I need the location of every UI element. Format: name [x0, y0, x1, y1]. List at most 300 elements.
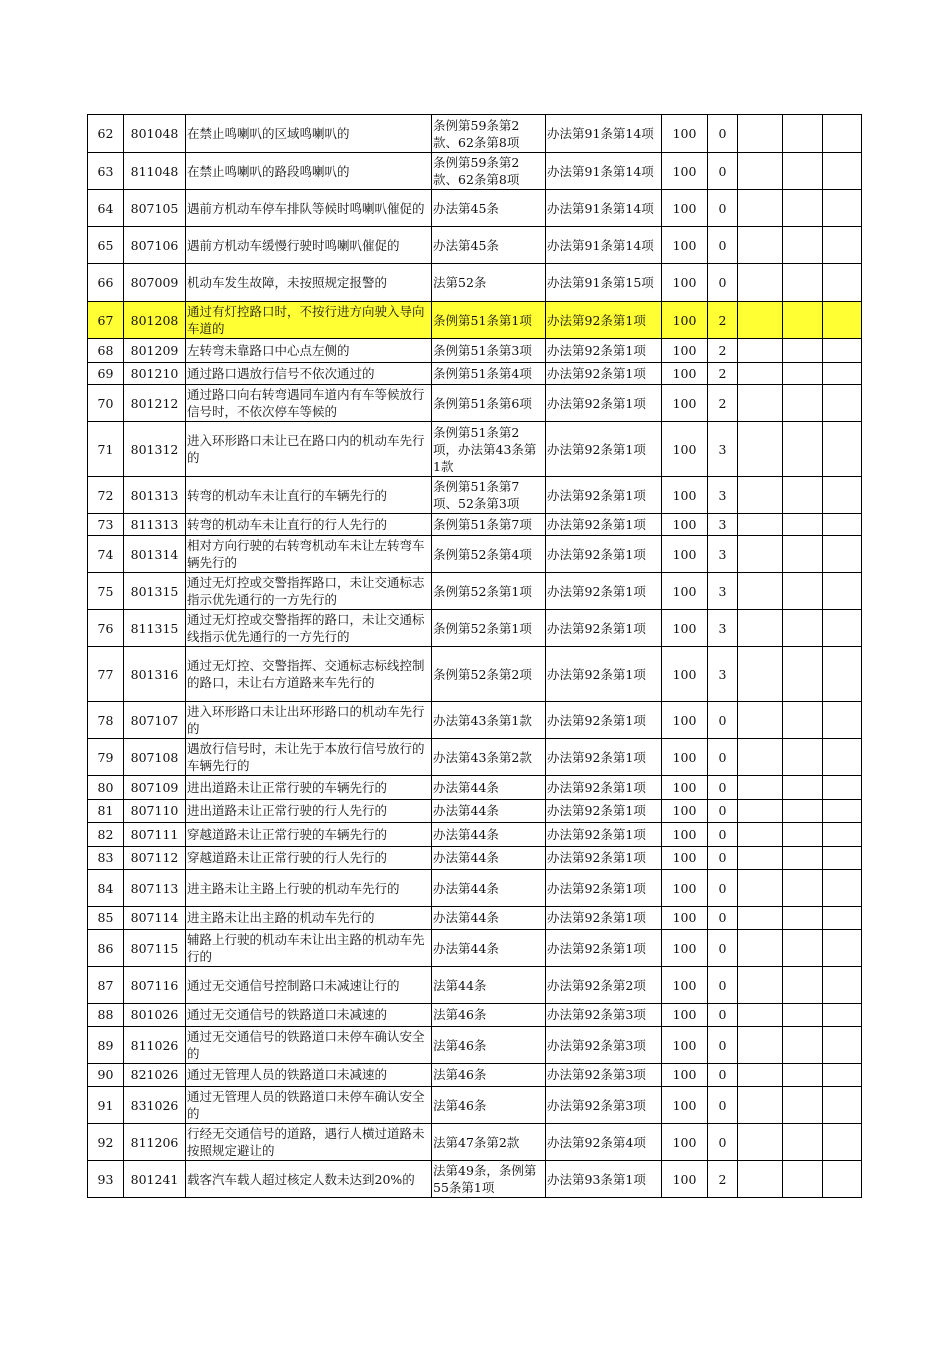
legal-basis-cell: 办法第43条第1款: [432, 702, 546, 739]
fine-amount-cell: 100: [662, 422, 708, 477]
fine-amount-cell: 100: [662, 702, 708, 739]
blank-cell-2: [783, 967, 823, 1004]
blank-cell-3: [823, 115, 862, 153]
row-number-cell: 85: [88, 907, 124, 930]
penalty-points-cell: 3: [708, 422, 738, 477]
row-number-cell: 82: [88, 823, 124, 847]
legal-basis-cell: 办法第44条: [432, 776, 546, 800]
blank-cell-1: [738, 153, 783, 190]
violation-code-cell: 807113: [124, 870, 186, 907]
blank-cell-1: [738, 1004, 783, 1027]
penalty-basis-cell: 办法第92条第2项: [546, 967, 662, 1004]
table-row: [88, 647, 862, 702]
violation-code-cell: 811206: [124, 1124, 186, 1161]
violation-code-cell: 807114: [124, 907, 186, 930]
blank-cell-1: [738, 385, 783, 422]
table-row: [88, 610, 862, 647]
penalty-points-cell: 0: [708, 776, 738, 800]
blank-cell-3: [823, 610, 862, 647]
penalty-basis-cell: 办法第92条第3项: [546, 1064, 662, 1087]
penalty-points-cell: 0: [708, 1124, 738, 1161]
blank-cell-1: [738, 1161, 783, 1198]
fine-amount-cell: 100: [662, 1161, 708, 1198]
violation-description-cell: 在禁止鸣喇叭的区域鸣喇叭的: [186, 115, 432, 153]
violation-description-cell: 通过无管理人员的铁路道口未减速的: [186, 1064, 432, 1087]
row-number-cell: 81: [88, 800, 124, 823]
fine-amount-cell: 100: [662, 967, 708, 1004]
violation-code-cell: 807115: [124, 930, 186, 967]
blank-cell-1: [738, 363, 783, 385]
blank-cell-2: [783, 573, 823, 610]
blank-cell-3: [823, 870, 862, 907]
fine-amount-cell: 100: [662, 1124, 708, 1161]
violation-code-cell: 801241: [124, 1161, 186, 1198]
row-number-cell: 64: [88, 190, 124, 227]
violation-description-cell: 遇放行信号时，未让先于本放行信号放行的车辆先行的: [186, 739, 432, 776]
blank-cell-3: [823, 907, 862, 930]
penalty-basis-cell: 办法第92条第1项: [546, 536, 662, 573]
penalty-basis-cell: 办法第91条第14项: [546, 190, 662, 227]
violation-table: [87, 114, 862, 1198]
blank-cell-2: [783, 477, 823, 514]
blank-cell-1: [738, 573, 783, 610]
violation-code-cell: 807109: [124, 776, 186, 800]
row-number-cell: 91: [88, 1087, 124, 1124]
legal-basis-cell: 条例第51条第3项: [432, 339, 546, 363]
violation-description-cell: 通过路口遇放行信号不依次通过的: [186, 363, 432, 385]
violation-code-cell: 807105: [124, 190, 186, 227]
violation-code-cell: 811315: [124, 610, 186, 647]
violation-description-cell: 辅路上行驶的机动车未让出主路的机动车先行的: [186, 930, 432, 967]
violation-description-cell: 进出道路未让正常行驶的行人先行的: [186, 800, 432, 823]
blank-cell-1: [738, 264, 783, 302]
fine-amount-cell: 100: [662, 363, 708, 385]
blank-cell-3: [823, 1004, 862, 1027]
blank-cell-3: [823, 1124, 862, 1161]
penalty-basis-cell: 办法第92条第3项: [546, 1027, 662, 1064]
violation-description-cell: 遇前方机动车缓慢行驶时鸣喇叭催促的: [186, 227, 432, 264]
penalty-basis-cell: 办法第92条第3项: [546, 1004, 662, 1027]
row-number-cell: 71: [88, 422, 124, 477]
table-row: [88, 153, 862, 190]
violation-code-cell: 807112: [124, 847, 186, 870]
row-number-cell: 67: [88, 302, 124, 339]
violation-code-cell: 801026: [124, 1004, 186, 1027]
fine-amount-cell: 100: [662, 930, 708, 967]
table-row: [88, 1124, 862, 1161]
legal-basis-cell: 条例第52条第4项: [432, 536, 546, 573]
penalty-basis-cell: 办法第92条第4项: [546, 1124, 662, 1161]
blank-cell-3: [823, 385, 862, 422]
penalty-basis-cell: 办法第92条第1项: [546, 573, 662, 610]
table-row: [88, 264, 862, 302]
violation-code-cell: 801313: [124, 477, 186, 514]
legal-basis-cell: 条例第51条第4项: [432, 363, 546, 385]
table-row: [88, 1027, 862, 1064]
blank-cell-3: [823, 800, 862, 823]
blank-cell-2: [783, 363, 823, 385]
legal-basis-cell: 办法第44条: [432, 870, 546, 907]
table-row: [88, 907, 862, 930]
violation-code-cell: 801316: [124, 647, 186, 702]
penalty-points-cell: 2: [708, 339, 738, 363]
blank-cell-3: [823, 153, 862, 190]
legal-basis-cell: 法第49条，条例第55条第1项: [432, 1161, 546, 1198]
violation-code-cell: 801314: [124, 536, 186, 573]
blank-cell-3: [823, 573, 862, 610]
blank-cell-3: [823, 647, 862, 702]
legal-basis-cell: 办法第44条: [432, 907, 546, 930]
blank-cell-3: [823, 930, 862, 967]
violation-code-cell: 831026: [124, 1087, 186, 1124]
violation-description-cell: 通过无灯控或交警指挥的路口，未让交通标线指示优先通行的一方先行的: [186, 610, 432, 647]
violation-description-cell: 左转弯未靠路口中心点左侧的: [186, 339, 432, 363]
fine-amount-cell: 100: [662, 1064, 708, 1087]
row-number-cell: 63: [88, 153, 124, 190]
penalty-points-cell: 2: [708, 385, 738, 422]
violation-description-cell: 遇前方机动车停车排队等候时鸣喇叭催促的: [186, 190, 432, 227]
row-number-cell: 62: [88, 115, 124, 153]
penalty-basis-cell: 办法第92条第1项: [546, 800, 662, 823]
penalty-points-cell: 2: [708, 1161, 738, 1198]
legal-basis-cell: 法第47条第2款: [432, 1124, 546, 1161]
violation-description-cell: 机动车发生故障，未按照规定报警的: [186, 264, 432, 302]
blank-cell-2: [783, 115, 823, 153]
blank-cell-1: [738, 227, 783, 264]
violation-description-cell: 穿越道路未让正常行驶的行人先行的: [186, 847, 432, 870]
table-row: [88, 536, 862, 573]
penalty-basis-cell: 办法第91条第15项: [546, 264, 662, 302]
penalty-points-cell: 0: [708, 1027, 738, 1064]
blank-cell-3: [823, 739, 862, 776]
penalty-basis-cell: 办法第92条第1项: [546, 610, 662, 647]
row-number-cell: 73: [88, 514, 124, 536]
penalty-basis-cell: 办法第92条第1项: [546, 702, 662, 739]
blank-cell-1: [738, 776, 783, 800]
blank-cell-2: [783, 1064, 823, 1087]
penalty-points-cell: 0: [708, 800, 738, 823]
blank-cell-3: [823, 477, 862, 514]
legal-basis-cell: 条例第51条第1项: [432, 302, 546, 339]
blank-cell-2: [783, 514, 823, 536]
table-row: [88, 227, 862, 264]
legal-basis-cell: 条例第51条第7项、52条第3项: [432, 477, 546, 514]
blank-cell-3: [823, 702, 862, 739]
blank-cell-3: [823, 302, 862, 339]
table-row: [88, 514, 862, 536]
penalty-points-cell: 3: [708, 514, 738, 536]
violation-description-cell: 进入环形路口未让出环形路口的机动车先行的: [186, 702, 432, 739]
fine-amount-cell: 100: [662, 227, 708, 264]
table-row: [88, 739, 862, 776]
table-row: [88, 339, 862, 363]
legal-basis-cell: 办法第45条: [432, 227, 546, 264]
table-row: [88, 870, 862, 907]
legal-basis-cell: 办法第45条: [432, 190, 546, 227]
violation-description-cell: 通过无交通信号控制路口未减速让行的: [186, 967, 432, 1004]
blank-cell-1: [738, 647, 783, 702]
row-number-cell: 86: [88, 930, 124, 967]
violation-description-cell: 进出道路未让正常行驶的车辆先行的: [186, 776, 432, 800]
penalty-basis-cell: 办法第91条第14项: [546, 115, 662, 153]
blank-cell-2: [783, 1161, 823, 1198]
penalty-points-cell: 0: [708, 1004, 738, 1027]
fine-amount-cell: 100: [662, 847, 708, 870]
fine-amount-cell: 100: [662, 264, 708, 302]
fine-amount-cell: 100: [662, 1004, 708, 1027]
violation-description-cell: 行经无交通信号的道路，遇行人横过道路未按照规定避让的: [186, 1124, 432, 1161]
penalty-points-cell: 0: [708, 870, 738, 907]
blank-cell-3: [823, 967, 862, 1004]
blank-cell-3: [823, 339, 862, 363]
fine-amount-cell: 100: [662, 514, 708, 536]
penalty-basis-cell: 办法第91条第14项: [546, 153, 662, 190]
penalty-points-cell: 0: [708, 930, 738, 967]
legal-basis-cell: 法第46条: [432, 1087, 546, 1124]
fine-amount-cell: 100: [662, 115, 708, 153]
blank-cell-3: [823, 847, 862, 870]
blank-cell-3: [823, 1161, 862, 1198]
blank-cell-2: [783, 823, 823, 847]
violation-description-cell: 转弯的机动车未让直行的车辆先行的: [186, 477, 432, 514]
blank-cell-1: [738, 739, 783, 776]
row-number-cell: 77: [88, 647, 124, 702]
blank-cell-1: [738, 823, 783, 847]
legal-basis-cell: 法第52条: [432, 264, 546, 302]
violation-description-cell: 进入环形路口未让已在路口内的机动车先行的: [186, 422, 432, 477]
fine-amount-cell: 100: [662, 190, 708, 227]
legal-basis-cell: 办法第44条: [432, 800, 546, 823]
blank-cell-2: [783, 870, 823, 907]
fine-amount-cell: 100: [662, 647, 708, 702]
penalty-basis-cell: 办法第92条第1项: [546, 870, 662, 907]
table-row: [88, 573, 862, 610]
blank-cell-3: [823, 227, 862, 264]
fine-amount-cell: 100: [662, 477, 708, 514]
penalty-points-cell: 2: [708, 302, 738, 339]
penalty-points-cell: 0: [708, 967, 738, 1004]
table-row: [88, 1087, 862, 1124]
violation-code-cell: 807107: [124, 702, 186, 739]
row-number-cell: 84: [88, 870, 124, 907]
penalty-basis-cell: 办法第92条第1项: [546, 339, 662, 363]
penalty-basis-cell: 办法第92条第1项: [546, 385, 662, 422]
violation-code-cell: 801048: [124, 115, 186, 153]
blank-cell-3: [823, 823, 862, 847]
violation-description-cell: 在禁止鸣喇叭的路段鸣喇叭的: [186, 153, 432, 190]
row-number-cell: 88: [88, 1004, 124, 1027]
legal-basis-cell: 条例第51条第7项: [432, 514, 546, 536]
penalty-points-cell: 0: [708, 227, 738, 264]
row-number-cell: 70: [88, 385, 124, 422]
penalty-points-cell: 0: [708, 190, 738, 227]
penalty-points-cell: 0: [708, 847, 738, 870]
blank-cell-2: [783, 739, 823, 776]
row-number-cell: 87: [88, 967, 124, 1004]
blank-cell-1: [738, 930, 783, 967]
blank-cell-1: [738, 1064, 783, 1087]
penalty-points-cell: 0: [708, 153, 738, 190]
blank-cell-2: [783, 1004, 823, 1027]
table-row: [88, 422, 862, 477]
violation-code-cell: 821026: [124, 1064, 186, 1087]
violation-description-cell: 穿越道路未让正常行驶的车辆先行的: [186, 823, 432, 847]
blank-cell-2: [783, 227, 823, 264]
legal-basis-cell: 法第46条: [432, 1004, 546, 1027]
row-number-cell: 89: [88, 1027, 124, 1064]
penalty-points-cell: 2: [708, 363, 738, 385]
violation-description-cell: 相对方向行驶的右转弯机动车未让左转弯车辆先行的: [186, 536, 432, 573]
violation-description-cell: 通过无交通信号的铁路道口未减速的: [186, 1004, 432, 1027]
penalty-basis-cell: 办法第92条第1项: [546, 907, 662, 930]
row-number-cell: 66: [88, 264, 124, 302]
row-number-cell: 65: [88, 227, 124, 264]
blank-cell-1: [738, 870, 783, 907]
penalty-points-cell: 3: [708, 477, 738, 514]
fine-amount-cell: 100: [662, 385, 708, 422]
blank-cell-2: [783, 422, 823, 477]
legal-basis-cell: 办法第44条: [432, 930, 546, 967]
legal-basis-cell: 条例第51条第6项: [432, 385, 546, 422]
penalty-points-cell: 0: [708, 702, 738, 739]
blank-cell-1: [738, 422, 783, 477]
blank-cell-2: [783, 847, 823, 870]
blank-cell-2: [783, 153, 823, 190]
fine-amount-cell: 100: [662, 610, 708, 647]
blank-cell-1: [738, 967, 783, 1004]
penalty-points-cell: 0: [708, 264, 738, 302]
violation-code-cell: 807116: [124, 967, 186, 1004]
fine-amount-cell: 100: [662, 536, 708, 573]
penalty-basis-cell: 办法第92条第1项: [546, 739, 662, 776]
violation-code-cell: 801212: [124, 385, 186, 422]
blank-cell-3: [823, 1064, 862, 1087]
violation-description-cell: 载客汽车载人超过核定人数未达到20%的: [186, 1161, 432, 1198]
blank-cell-3: [823, 514, 862, 536]
penalty-basis-cell: 办法第92条第1项: [546, 847, 662, 870]
blank-cell-3: [823, 776, 862, 800]
penalty-basis-cell: 办法第92条第3项: [546, 1087, 662, 1124]
legal-basis-cell: 条例第52条第1项: [432, 610, 546, 647]
blank-cell-1: [738, 302, 783, 339]
blank-cell-3: [823, 1027, 862, 1064]
fine-amount-cell: 100: [662, 907, 708, 930]
fine-amount-cell: 100: [662, 823, 708, 847]
row-number-cell: 75: [88, 573, 124, 610]
blank-cell-2: [783, 385, 823, 422]
blank-cell-1: [738, 1124, 783, 1161]
penalty-points-cell: 0: [708, 907, 738, 930]
penalty-basis-cell: 办法第92条第1项: [546, 363, 662, 385]
fine-amount-cell: 100: [662, 776, 708, 800]
violation-code-cell: 801312: [124, 422, 186, 477]
table-row: [88, 115, 862, 153]
blank-cell-3: [823, 190, 862, 227]
blank-cell-2: [783, 776, 823, 800]
violation-description-cell: 进主路未让出主路的机动车先行的: [186, 907, 432, 930]
table-row: [88, 776, 862, 800]
penalty-basis-cell: 办法第92条第1项: [546, 514, 662, 536]
legal-basis-cell: 法第44条: [432, 967, 546, 1004]
penalty-basis-cell: 办法第92条第1项: [546, 422, 662, 477]
blank-cell-2: [783, 1027, 823, 1064]
legal-basis-cell: 条例第52条第2项: [432, 647, 546, 702]
blank-cell-2: [783, 1087, 823, 1124]
violation-code-cell: 801315: [124, 573, 186, 610]
fine-amount-cell: 100: [662, 302, 708, 339]
violation-code-cell: 811026: [124, 1027, 186, 1064]
table-row: [88, 477, 862, 514]
table-row: [88, 930, 862, 967]
penalty-basis-cell: 办法第92条第1项: [546, 776, 662, 800]
violation-code-cell: 807106: [124, 227, 186, 264]
violation-description-cell: 通过无灯控或交警指挥路口，未让交通标志指示优先通行的一方先行的: [186, 573, 432, 610]
row-number-cell: 69: [88, 363, 124, 385]
row-number-cell: 90: [88, 1064, 124, 1087]
legal-basis-cell: 办法第44条: [432, 823, 546, 847]
violation-description-cell: 通过有灯控路口时，不按行进方向驶入导向车道的: [186, 302, 432, 339]
penalty-points-cell: 0: [708, 115, 738, 153]
legal-basis-cell: 办法第44条: [432, 847, 546, 870]
violation-code-cell: 811048: [124, 153, 186, 190]
table-row: [88, 363, 862, 385]
violation-description-cell: 转弯的机动车未让直行的行人先行的: [186, 514, 432, 536]
fine-amount-cell: 100: [662, 573, 708, 610]
blank-cell-2: [783, 302, 823, 339]
violation-code-cell: 807111: [124, 823, 186, 847]
row-number-cell: 72: [88, 477, 124, 514]
penalty-basis-cell: 办法第92条第1项: [546, 930, 662, 967]
blank-cell-1: [738, 1027, 783, 1064]
violation-code-cell: 807108: [124, 739, 186, 776]
penalty-points-cell: 3: [708, 647, 738, 702]
blank-cell-2: [783, 647, 823, 702]
table-row: [88, 800, 862, 823]
blank-cell-1: [738, 1087, 783, 1124]
fine-amount-cell: 100: [662, 1027, 708, 1064]
legal-basis-cell: 法第46条: [432, 1064, 546, 1087]
penalty-points-cell: 0: [708, 739, 738, 776]
penalty-basis-cell: 办法第92条第1项: [546, 647, 662, 702]
fine-amount-cell: 100: [662, 1087, 708, 1124]
row-number-cell: 80: [88, 776, 124, 800]
blank-cell-1: [738, 610, 783, 647]
table-row: [88, 1004, 862, 1027]
blank-cell-1: [738, 800, 783, 823]
table-row: [88, 702, 862, 739]
table-row: [88, 847, 862, 870]
blank-cell-2: [783, 702, 823, 739]
legal-basis-cell: 条例第52条第1项: [432, 573, 546, 610]
fine-amount-cell: 100: [662, 870, 708, 907]
penalty-basis-cell: 办法第93条第1项: [546, 1161, 662, 1198]
penalty-basis-cell: 办法第92条第1项: [546, 302, 662, 339]
violation-code-cell: 807009: [124, 264, 186, 302]
penalty-points-cell: 3: [708, 573, 738, 610]
blank-cell-2: [783, 610, 823, 647]
table-row: [88, 1161, 862, 1198]
blank-cell-2: [783, 800, 823, 823]
blank-cell-1: [738, 536, 783, 573]
blank-cell-2: [783, 264, 823, 302]
row-number-cell: 92: [88, 1124, 124, 1161]
blank-cell-2: [783, 907, 823, 930]
penalty-basis-cell: 办法第92条第1项: [546, 477, 662, 514]
blank-cell-1: [738, 190, 783, 227]
fine-amount-cell: 100: [662, 739, 708, 776]
penalty-points-cell: 0: [708, 1064, 738, 1087]
violation-description-cell: 进主路未让主路上行驶的机动车先行的: [186, 870, 432, 907]
